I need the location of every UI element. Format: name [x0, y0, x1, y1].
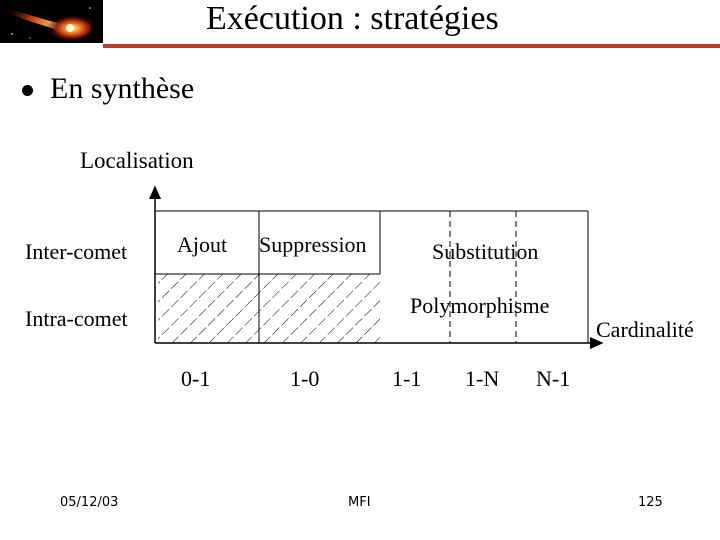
footer-date: 05/12/03 — [60, 495, 119, 510]
x-tick-label: 0-1 — [181, 366, 211, 391]
row-label-inter-comet: Inter-comet — [25, 239, 128, 264]
bullet-text: En synthèse — [50, 72, 195, 105]
slide-title: Exécution : stratégies — [206, 0, 499, 37]
cell-label-suppression: Suppression — [259, 232, 367, 257]
cell-label-ajout: Ajout — [177, 232, 228, 257]
cell-label-substitution: Substitution — [432, 239, 539, 264]
x-tick-label: 1-N — [465, 366, 500, 391]
x-tick-label: 1-0 — [290, 366, 320, 391]
hatched-cell-suppression — [259, 274, 380, 343]
x-tick-label: 1-1 — [392, 366, 422, 391]
footer-center-text: MFI — [348, 495, 371, 510]
x-axis-label: Cardinalité — [596, 317, 694, 342]
x-tick-label: N-1 — [536, 366, 571, 391]
y-axis-label: Localisation — [80, 148, 194, 173]
row-label-intra-comet: Intra-comet — [25, 306, 128, 331]
cell-label-polymorphisme: Polymorphisme — [410, 293, 550, 318]
hatched-cell-ajout — [158, 274, 259, 343]
page-number: 125 — [638, 495, 663, 510]
